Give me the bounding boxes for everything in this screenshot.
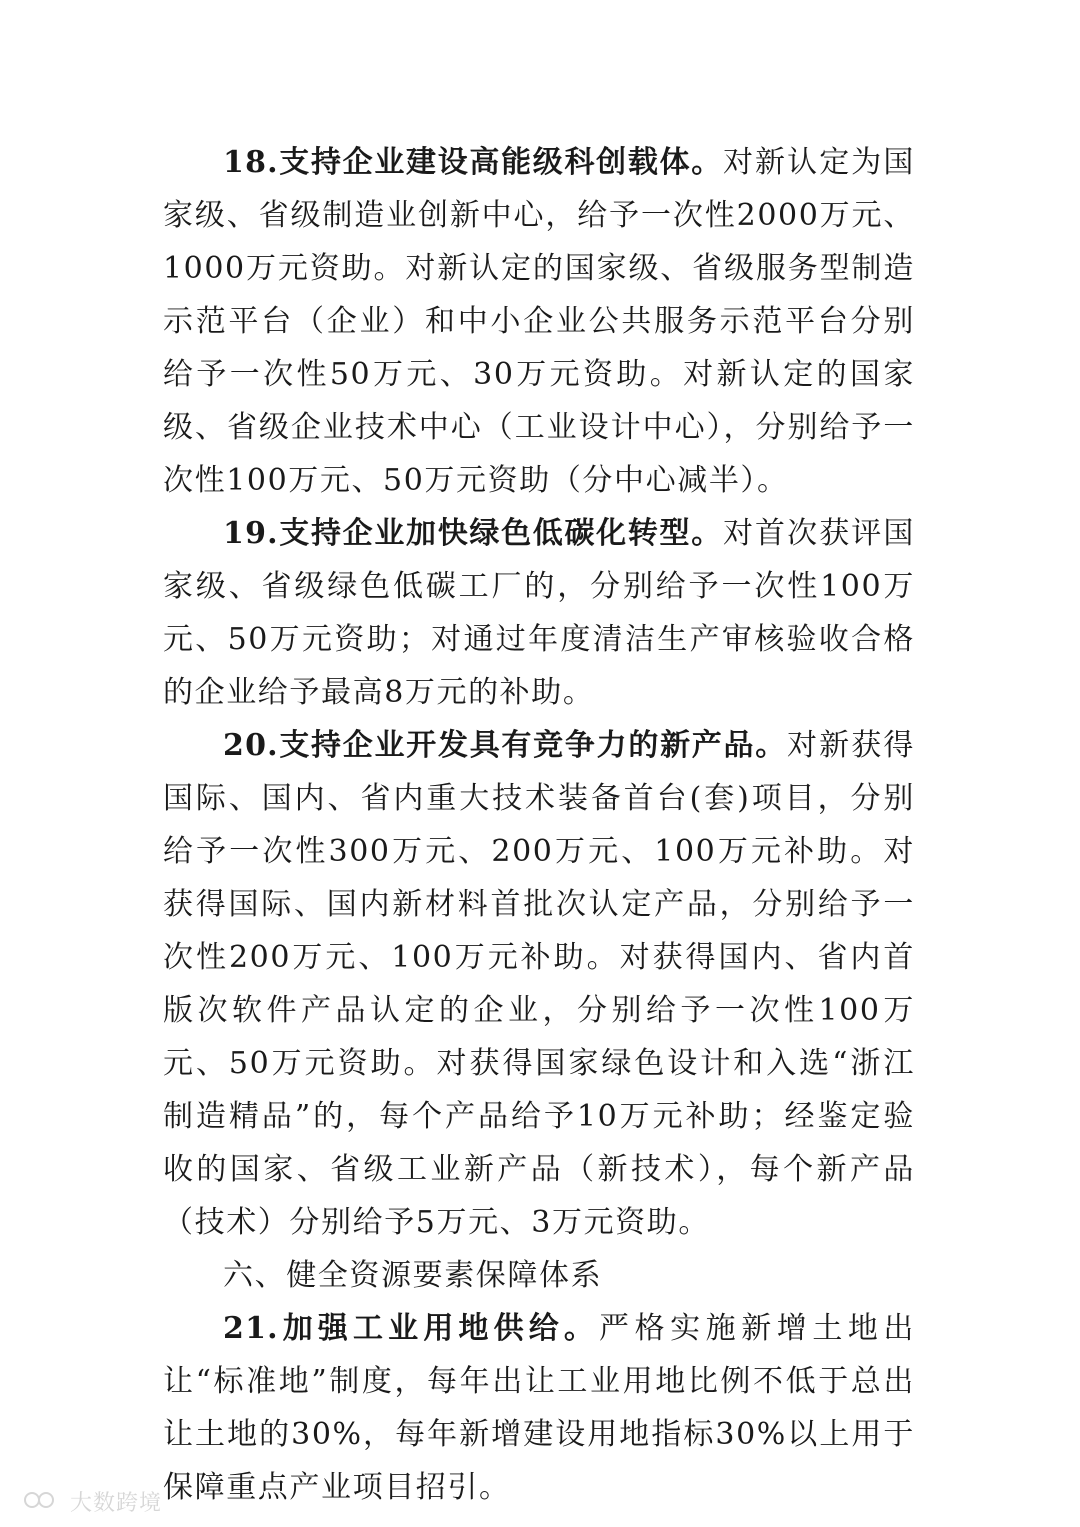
document-body (163, 136, 915, 1514)
section-heading-6: 六、健全资源要素保障体系 (223, 1258, 603, 1293)
policy-item-21-title: 21.加强工业用地供给。 (223, 1311, 600, 1346)
policy-item-20 (163, 719, 915, 1249)
policy-item-21-text: 严格实施新增土地出让“标准地”制度，每年出让工业用地比例不低于总出让土地的30%，每年新增建设用地指标30%以上用于保障重点产业项目招引。 (163, 1311, 916, 1505)
policy-item-18-text: 对新认定为国家级、省级制造业创新中心，给予一次性2000万元、1000万元资助。对新认定的国家级、省级服务型制造示范平台（企业）和中小企业公共服务示范平台分别给予一次性50万元、30万元资助。对新认定的国家级、省级企业技术中心（工业设计中心），分别给予一次性100万元、50万元资助（分中心减半）。 (163, 145, 916, 498)
policy-item-18 (163, 136, 915, 507)
policy-item-20-title: 20.支持企业开发具有竞争力的新产品。 (223, 728, 787, 763)
policy-item-18-title: 18.支持企业建设高能级科创载体。 (223, 145, 723, 180)
policy-item-20-text: 对新获得国际、国内、省内重大技术装备首台(套)项目，分别给予一次性300万元、200万元、100万元补助。对获得国际、国内新材料首批次认定产品，分别给予一次性200万元、100万元补助。对获得国内、省内首版次软件产品认定的企业，分别给予一次性100万元、50万元资助。对获得国家绿色设计和入选“浙江制造精品”的，每个产品给予10万元补助；经鉴定验收的国家、省级工业新产品（新技术），每个新产品（技术）分别给予5万元、3万元资助。 (163, 728, 915, 1240)
watermark-text: 大数跨境 (70, 1490, 163, 1516)
policy-item-19-title: 19.支持企业加快绿色低碳化转型。 (223, 516, 723, 551)
policy-item-19-text: 对首次获评国家级、省级绿色低碳工厂的，分别给予一次性100万元、50万元资助；对通过年度清洁生产审核验收合格的企业给予最高8万元的补助。 (163, 516, 916, 710)
watermark (22, 1488, 162, 1514)
policy-item-19 (163, 507, 915, 719)
policy-item-21 (163, 1302, 915, 1514)
infinity-logo-icon (22, 1490, 62, 1512)
